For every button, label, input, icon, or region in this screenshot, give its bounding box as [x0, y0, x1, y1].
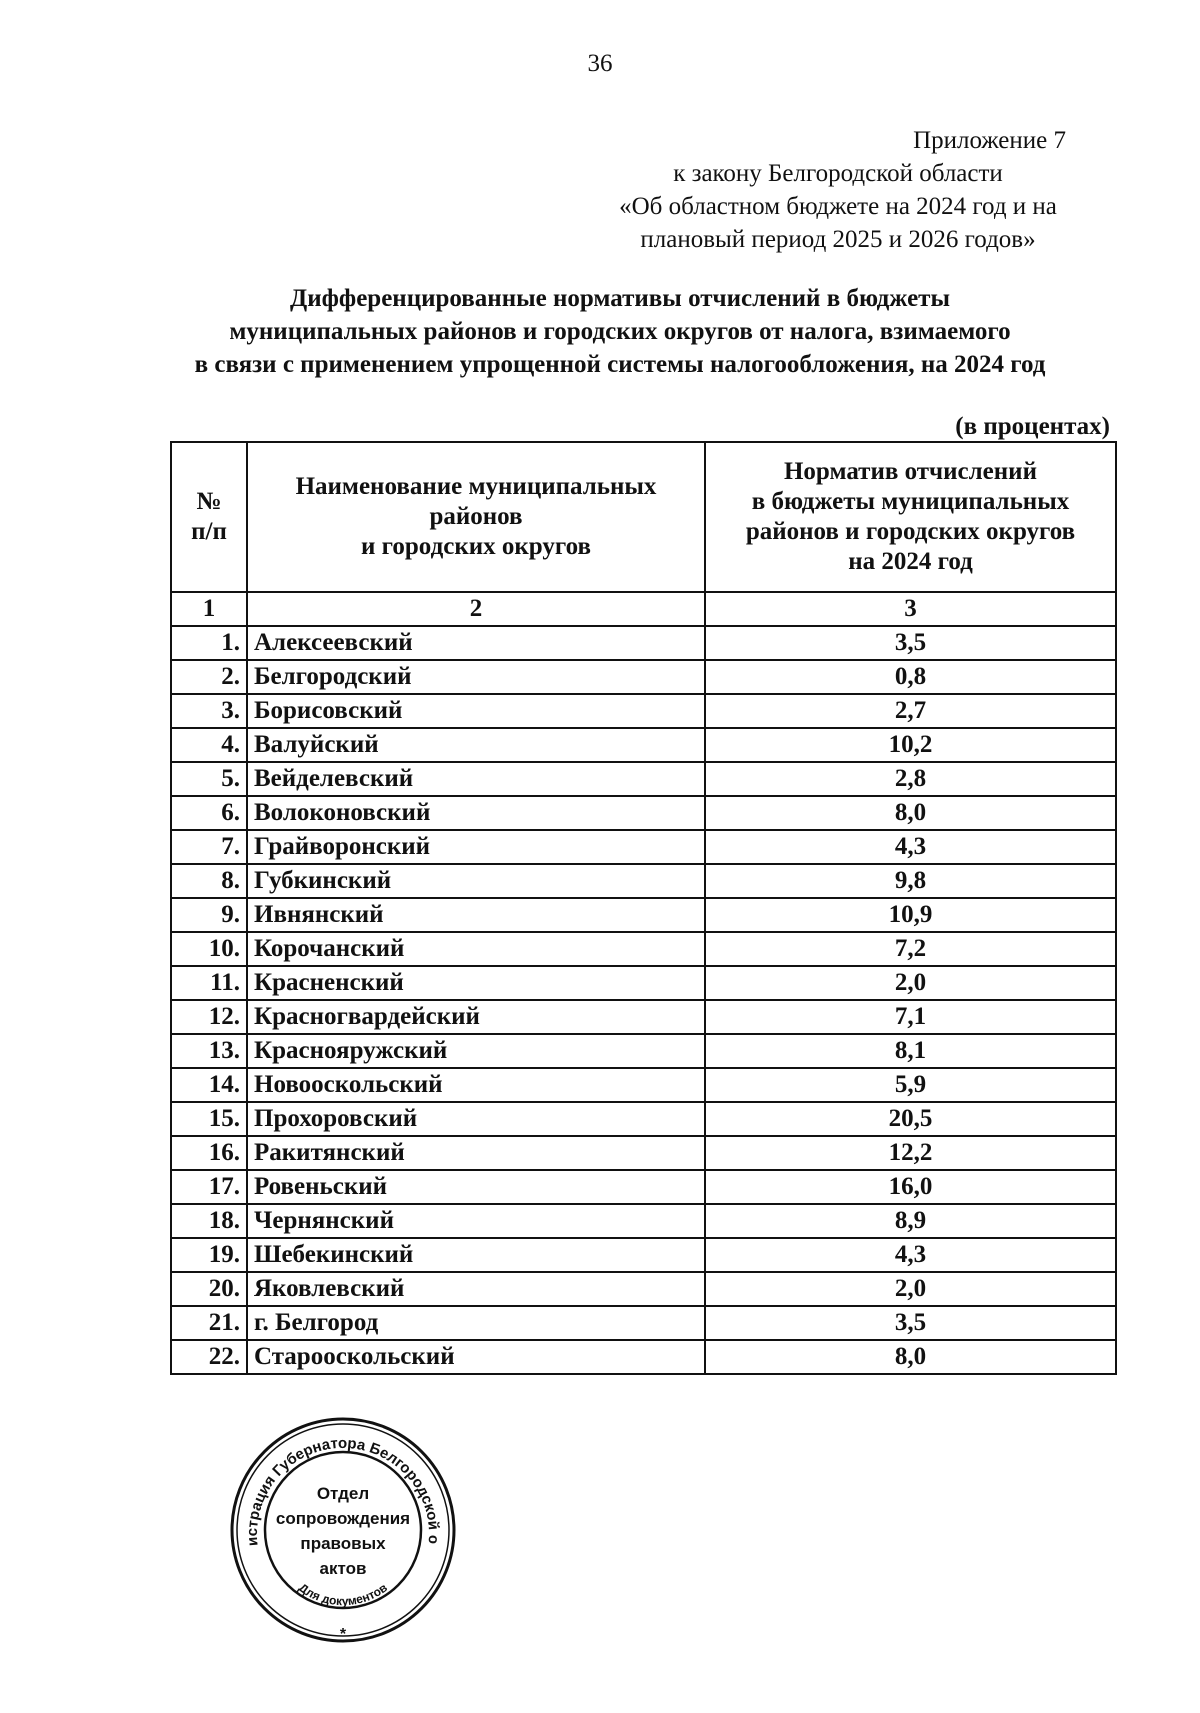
norms-table — [170, 441, 1117, 1375]
row-number: 6. — [171, 796, 247, 830]
column-number-1: 1 — [171, 592, 247, 626]
row-value: 12,2 — [705, 1136, 1116, 1170]
table-row — [171, 1238, 1116, 1272]
stamp-inner-text — [258, 1481, 428, 1581]
row-number: 10. — [171, 932, 247, 966]
table-body — [171, 626, 1116, 1374]
stamp-star: * — [339, 1626, 347, 1643]
row-number: 5. — [171, 762, 247, 796]
appendix-line-2: к закону Белгородской области — [673, 160, 1003, 187]
row-name: г. Белгород — [247, 1306, 705, 1340]
row-name: Валуйский — [247, 728, 705, 762]
table-row — [171, 1306, 1116, 1340]
row-number: 4. — [171, 728, 247, 762]
row-name: Вейделевский — [247, 762, 705, 796]
row-number: 13. — [171, 1034, 247, 1068]
header-name: Наименование муниципальных районов и городских округов — [247, 442, 705, 592]
header-number: № п/п — [171, 442, 247, 592]
row-number: 3. — [171, 694, 247, 728]
table-row — [171, 1170, 1116, 1204]
table-row — [171, 1204, 1116, 1238]
row-name: Алексеевский — [247, 626, 705, 660]
row-number: 2. — [171, 660, 247, 694]
row-value: 7,1 — [705, 1000, 1116, 1034]
row-number: 9. — [171, 898, 247, 932]
row-number: 15. — [171, 1102, 247, 1136]
row-value: 9,8 — [705, 864, 1116, 898]
table-row — [171, 728, 1116, 762]
row-name: Ракитянский — [247, 1136, 705, 1170]
table-header-row — [171, 442, 1116, 592]
row-name: Белгородский — [247, 660, 705, 694]
table-row — [171, 1102, 1116, 1136]
official-stamp — [228, 1415, 458, 1645]
table-row — [171, 1340, 1116, 1374]
row-value: 8,1 — [705, 1034, 1116, 1068]
row-number: 11. — [171, 966, 247, 1000]
row-name: Борисовский — [247, 694, 705, 728]
row-value: 2,8 — [705, 762, 1116, 796]
row-name: Ивнянский — [247, 898, 705, 932]
title-line-3: в связи с применением упрощенной системы налогообложения, на 2024 год — [194, 351, 1046, 378]
header-value: Норматив отчислений в бюджеты муниципальных районов и городских округов на 2024 год — [705, 442, 1116, 592]
stamp-inner-line-3: правовых — [300, 1534, 386, 1553]
table-row — [171, 1034, 1116, 1068]
row-number: 17. — [171, 1170, 247, 1204]
row-number: 21. — [171, 1306, 247, 1340]
row-value: 16,0 — [705, 1170, 1116, 1204]
table-row — [171, 626, 1116, 660]
row-name: Старооскольский — [247, 1340, 705, 1374]
row-number: 20. — [171, 1272, 247, 1306]
stamp-ring-text: истрация Губернатора Белгородской о — [243, 1434, 443, 1547]
unit-label: (в процентах) — [955, 413, 1110, 440]
title-line-1: Дифференцированные нормативы отчислений в бюджеты — [290, 285, 950, 312]
table-row — [171, 660, 1116, 694]
row-name: Корочанский — [247, 932, 705, 966]
title-line-2: муниципальных районов и городских округов от налога, взимаемого — [229, 318, 1011, 345]
table-row — [171, 864, 1116, 898]
row-number: 18. — [171, 1204, 247, 1238]
row-value: 2,0 — [705, 1272, 1116, 1306]
stamp-inner-line-1: Отдел — [316, 1484, 370, 1503]
row-name: Волоконовский — [247, 796, 705, 830]
page-number: 36 — [587, 50, 613, 77]
row-name: Шебекинский — [247, 1238, 705, 1272]
document-title — [110, 282, 1130, 381]
row-value: 8,0 — [705, 1340, 1116, 1374]
table-row — [171, 796, 1116, 830]
row-value: 20,5 — [705, 1102, 1116, 1136]
column-number-row — [171, 592, 1116, 626]
row-name: Грайворонский — [247, 830, 705, 864]
stamp-bottom-text: Для документов — [296, 1580, 390, 1609]
row-number: 16. — [171, 1136, 247, 1170]
row-name: Красненский — [247, 966, 705, 1000]
row-number: 19. — [171, 1238, 247, 1272]
row-name: Ровеньский — [247, 1170, 705, 1204]
appendix-line-1: Приложение 7 — [913, 127, 1066, 154]
row-value: 2,0 — [705, 966, 1116, 1000]
row-number: 8. — [171, 864, 247, 898]
stamp-inner-line-4: актов — [319, 1559, 367, 1578]
row-value: 4,3 — [705, 1238, 1116, 1272]
row-number: 12. — [171, 1000, 247, 1034]
row-value: 0,8 — [705, 660, 1116, 694]
table-row — [171, 1000, 1116, 1034]
stamp-inner-line-2: сопровождения — [275, 1509, 411, 1528]
appendix-line-4: плановый период 2025 и 2026 годов» — [640, 226, 1036, 253]
column-number-3: 3 — [705, 592, 1116, 626]
row-value: 8,9 — [705, 1204, 1116, 1238]
row-name: Краснояружский — [247, 1034, 705, 1068]
row-value: 8,0 — [705, 796, 1116, 830]
table-row — [171, 694, 1116, 728]
row-name: Губкинский — [247, 864, 705, 898]
row-name: Красногвардейский — [247, 1000, 705, 1034]
table-row — [171, 1136, 1116, 1170]
row-value: 10,2 — [705, 728, 1116, 762]
table-row — [171, 1272, 1116, 1306]
row-number: 1. — [171, 626, 247, 660]
row-value: 10,9 — [705, 898, 1116, 932]
row-number: 14. — [171, 1068, 247, 1102]
table-row — [171, 898, 1116, 932]
appendix-header — [558, 124, 1118, 256]
table-row — [171, 1068, 1116, 1102]
row-value: 4,3 — [705, 830, 1116, 864]
table-row — [171, 762, 1116, 796]
table-row — [171, 932, 1116, 966]
appendix-line-3: «Об областном бюджете на 2024 год и на — [619, 193, 1057, 220]
row-number: 22. — [171, 1340, 247, 1374]
table-row — [171, 830, 1116, 864]
row-value: 2,7 — [705, 694, 1116, 728]
table-row — [171, 966, 1116, 1000]
row-value: 7,2 — [705, 932, 1116, 966]
row-value: 3,5 — [705, 1306, 1116, 1340]
row-name: Яковлевский — [247, 1272, 705, 1306]
row-name: Прохоровский — [247, 1102, 705, 1136]
row-value: 3,5 — [705, 626, 1116, 660]
row-name: Новооскольский — [247, 1068, 705, 1102]
row-number: 7. — [171, 830, 247, 864]
row-value: 5,9 — [705, 1068, 1116, 1102]
column-number-2: 2 — [247, 592, 705, 626]
row-name: Чернянский — [247, 1204, 705, 1238]
